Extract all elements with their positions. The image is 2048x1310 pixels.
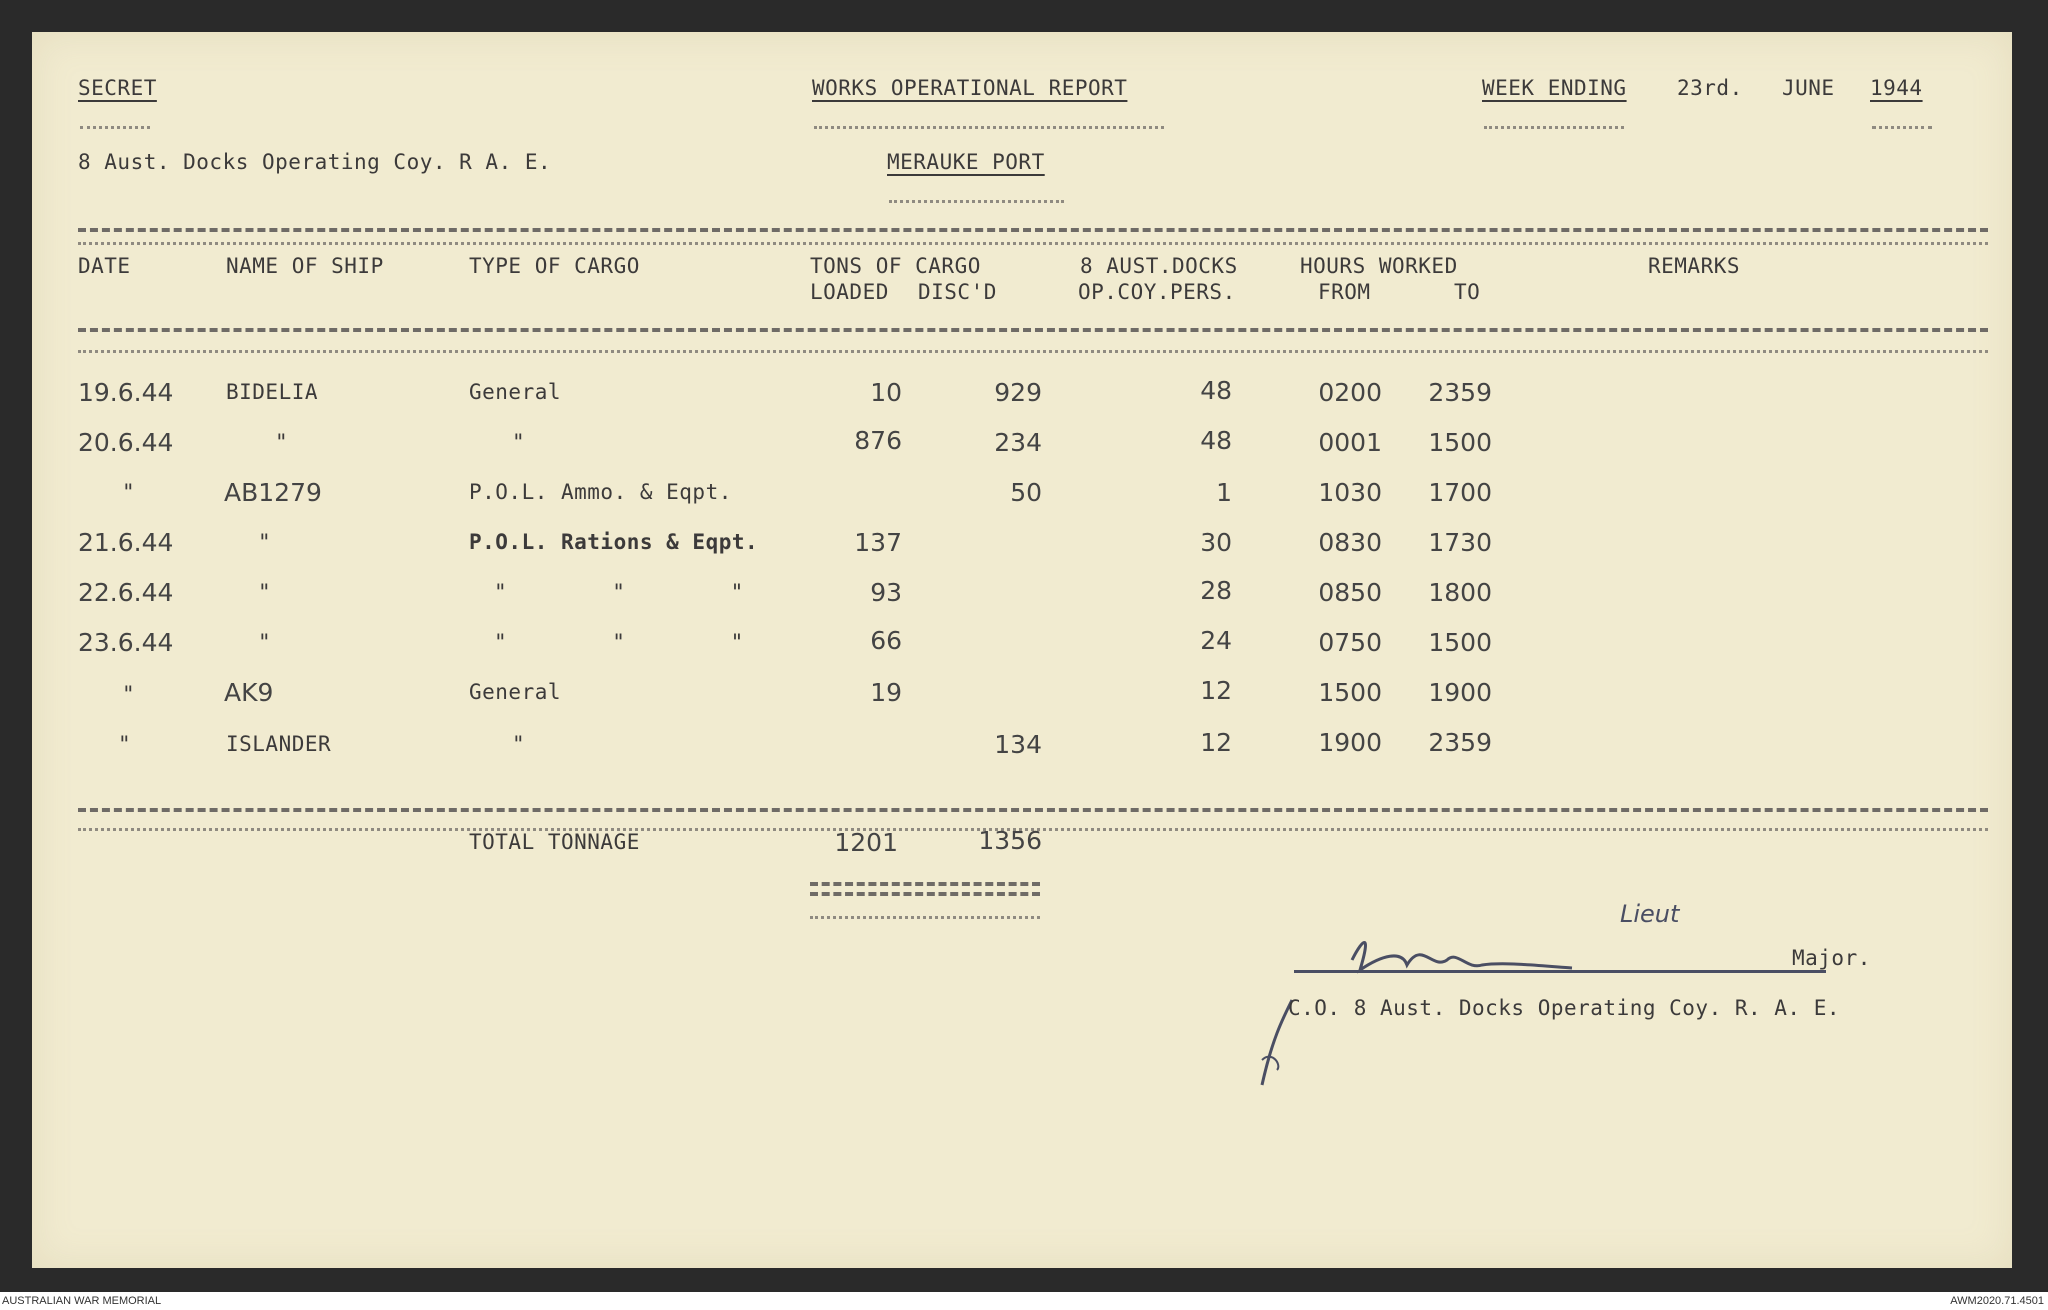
unit-name: 8 Aust. Docks Operating Coy. R A. E. bbox=[78, 150, 552, 174]
cell-from: 1500 bbox=[1318, 678, 1382, 707]
cell-date: 23.6.44 bbox=[78, 628, 174, 657]
cell-date: 22.6.44 bbox=[78, 578, 174, 607]
cell-from: 0001 bbox=[1318, 428, 1382, 457]
cell-cargo: P.O.L. Rations & Eqpt. bbox=[469, 530, 759, 554]
week-month: JUNE bbox=[1782, 76, 1835, 100]
cell-pers: 28 bbox=[1200, 576, 1232, 605]
cell-cargo: " bbox=[512, 732, 526, 756]
cell-ship: BIDELIA bbox=[226, 380, 319, 404]
cell-loaded: 10 bbox=[870, 378, 902, 407]
col-hours-from: FROM bbox=[1318, 280, 1371, 304]
cell-to: 1500 bbox=[1428, 428, 1492, 457]
cell-ship: " bbox=[258, 580, 272, 604]
cell-date: 21.6.44 bbox=[78, 528, 174, 557]
archive-name: AUSTRALIAN WAR MEMORIAL bbox=[2, 1295, 162, 1307]
document-page bbox=[32, 32, 2012, 1268]
cell-cargo: " bbox=[512, 430, 526, 454]
cell-pers: 48 bbox=[1200, 426, 1232, 455]
cell-ship: ISLANDER bbox=[226, 732, 332, 756]
cell-cargo: General bbox=[469, 380, 562, 404]
cell-from: 0750 bbox=[1318, 628, 1382, 657]
cell-ship: " bbox=[258, 530, 272, 554]
total-loaded: 1201 bbox=[834, 828, 898, 857]
cell-to: 1700 bbox=[1428, 478, 1492, 507]
cell-to: 1730 bbox=[1428, 528, 1492, 557]
total-double-rule bbox=[810, 892, 1040, 896]
signatory-position: C.O. 8 Aust. Docks Operating Coy. R. A. E. bbox=[1288, 996, 1841, 1020]
cell-to: 2359 bbox=[1428, 378, 1492, 407]
col-tons-header: TONS OF CARGO bbox=[810, 254, 981, 278]
cell-ship: " bbox=[275, 430, 289, 454]
cell-pers: 12 bbox=[1200, 676, 1232, 705]
table-top-dots bbox=[78, 242, 1988, 245]
cell-date: " bbox=[122, 682, 136, 706]
total-double-rule bbox=[810, 882, 1040, 886]
total-dots bbox=[810, 916, 1040, 919]
cell-discd: 134 bbox=[994, 730, 1042, 759]
col-ship: NAME OF SHIP bbox=[226, 254, 384, 278]
dotted-underline bbox=[1484, 126, 1624, 129]
archive-reference: AWM2020.71.4501 bbox=[1950, 1295, 2044, 1307]
week-year: 1944 bbox=[1870, 76, 1923, 100]
col-hours-to: TO bbox=[1454, 280, 1481, 304]
cell-from: 0850 bbox=[1318, 578, 1382, 607]
cell-loaded: 93 bbox=[870, 578, 902, 607]
cell-cargo: " " " bbox=[494, 580, 744, 604]
signature-mark bbox=[1232, 870, 1792, 1100]
handwritten-rank: Lieut bbox=[1620, 900, 1680, 928]
header-bottom-rule bbox=[78, 328, 1988, 332]
cell-loaded: 137 bbox=[854, 528, 902, 557]
cell-to: 2359 bbox=[1428, 728, 1492, 757]
cell-pers: 30 bbox=[1200, 528, 1232, 557]
cell-from: 0200 bbox=[1318, 378, 1382, 407]
cell-cargo: P.O.L. Ammo. & Eqpt. bbox=[469, 480, 732, 504]
col-tons-loaded: LOADED bbox=[810, 280, 889, 304]
table-bottom-rule bbox=[78, 808, 1988, 812]
col-date: DATE bbox=[78, 254, 131, 278]
port-name: MERAUKE PORT bbox=[887, 150, 1045, 174]
cell-to: 1900 bbox=[1428, 678, 1492, 707]
cell-ship: AK9 bbox=[224, 678, 274, 707]
dotted-underline bbox=[1872, 126, 1932, 129]
col-remarks: REMARKS bbox=[1648, 254, 1741, 278]
cell-to: 1500 bbox=[1428, 628, 1492, 657]
cell-date: " bbox=[118, 732, 132, 756]
cell-pers: 48 bbox=[1200, 376, 1232, 405]
signature-line bbox=[1294, 970, 1826, 973]
cell-pers: 24 bbox=[1200, 626, 1232, 655]
col-pers-sub: OP.COY.PERS. bbox=[1078, 280, 1236, 304]
col-hours-header: HOURS WORKED bbox=[1300, 254, 1458, 278]
cell-from: 1030 bbox=[1318, 478, 1382, 507]
week-ending-label: WEEK ENDING bbox=[1482, 76, 1627, 100]
cell-loaded: 19 bbox=[870, 678, 902, 707]
cell-pers: 1 bbox=[1216, 478, 1232, 507]
cell-loaded: 66 bbox=[870, 626, 902, 655]
cell-ship: AB1279 bbox=[224, 478, 322, 507]
cell-date: " bbox=[122, 480, 136, 504]
cell-cargo: General bbox=[469, 680, 562, 704]
cell-date: 19.6.44 bbox=[78, 378, 174, 407]
total-label: TOTAL TONNAGE bbox=[469, 830, 640, 854]
cell-pers: 12 bbox=[1200, 728, 1232, 757]
signatory-rank: Major. bbox=[1792, 946, 1871, 970]
cell-discd: 929 bbox=[994, 378, 1042, 407]
col-cargo: TYPE OF CARGO bbox=[469, 254, 640, 278]
dotted-underline bbox=[80, 126, 150, 129]
total-discd: 1356 bbox=[978, 826, 1042, 855]
cell-discd: 234 bbox=[994, 428, 1042, 457]
header-bottom-dots bbox=[78, 350, 1988, 353]
classification: SECRET bbox=[78, 76, 157, 100]
cell-from: 0830 bbox=[1318, 528, 1382, 557]
cell-loaded: 876 bbox=[854, 426, 902, 455]
cell-discd: 50 bbox=[1010, 478, 1042, 507]
table-top-rule bbox=[78, 228, 1988, 232]
col-tons-discd: DISC'D bbox=[918, 280, 997, 304]
archive-footer bbox=[0, 1292, 2048, 1310]
week-day: 23rd. bbox=[1677, 76, 1743, 100]
report-title: WORKS OPERATIONAL REPORT bbox=[812, 76, 1128, 100]
cell-ship: " bbox=[258, 630, 272, 654]
dotted-underline bbox=[814, 126, 1164, 129]
dotted-underline bbox=[889, 200, 1064, 203]
cell-cargo: " " " bbox=[494, 630, 744, 654]
cell-from: 1900 bbox=[1318, 728, 1382, 757]
cell-to: 1800 bbox=[1428, 578, 1492, 607]
col-pers-header: 8 AUST.DOCKS bbox=[1080, 254, 1238, 278]
cell-date: 20.6.44 bbox=[78, 428, 174, 457]
